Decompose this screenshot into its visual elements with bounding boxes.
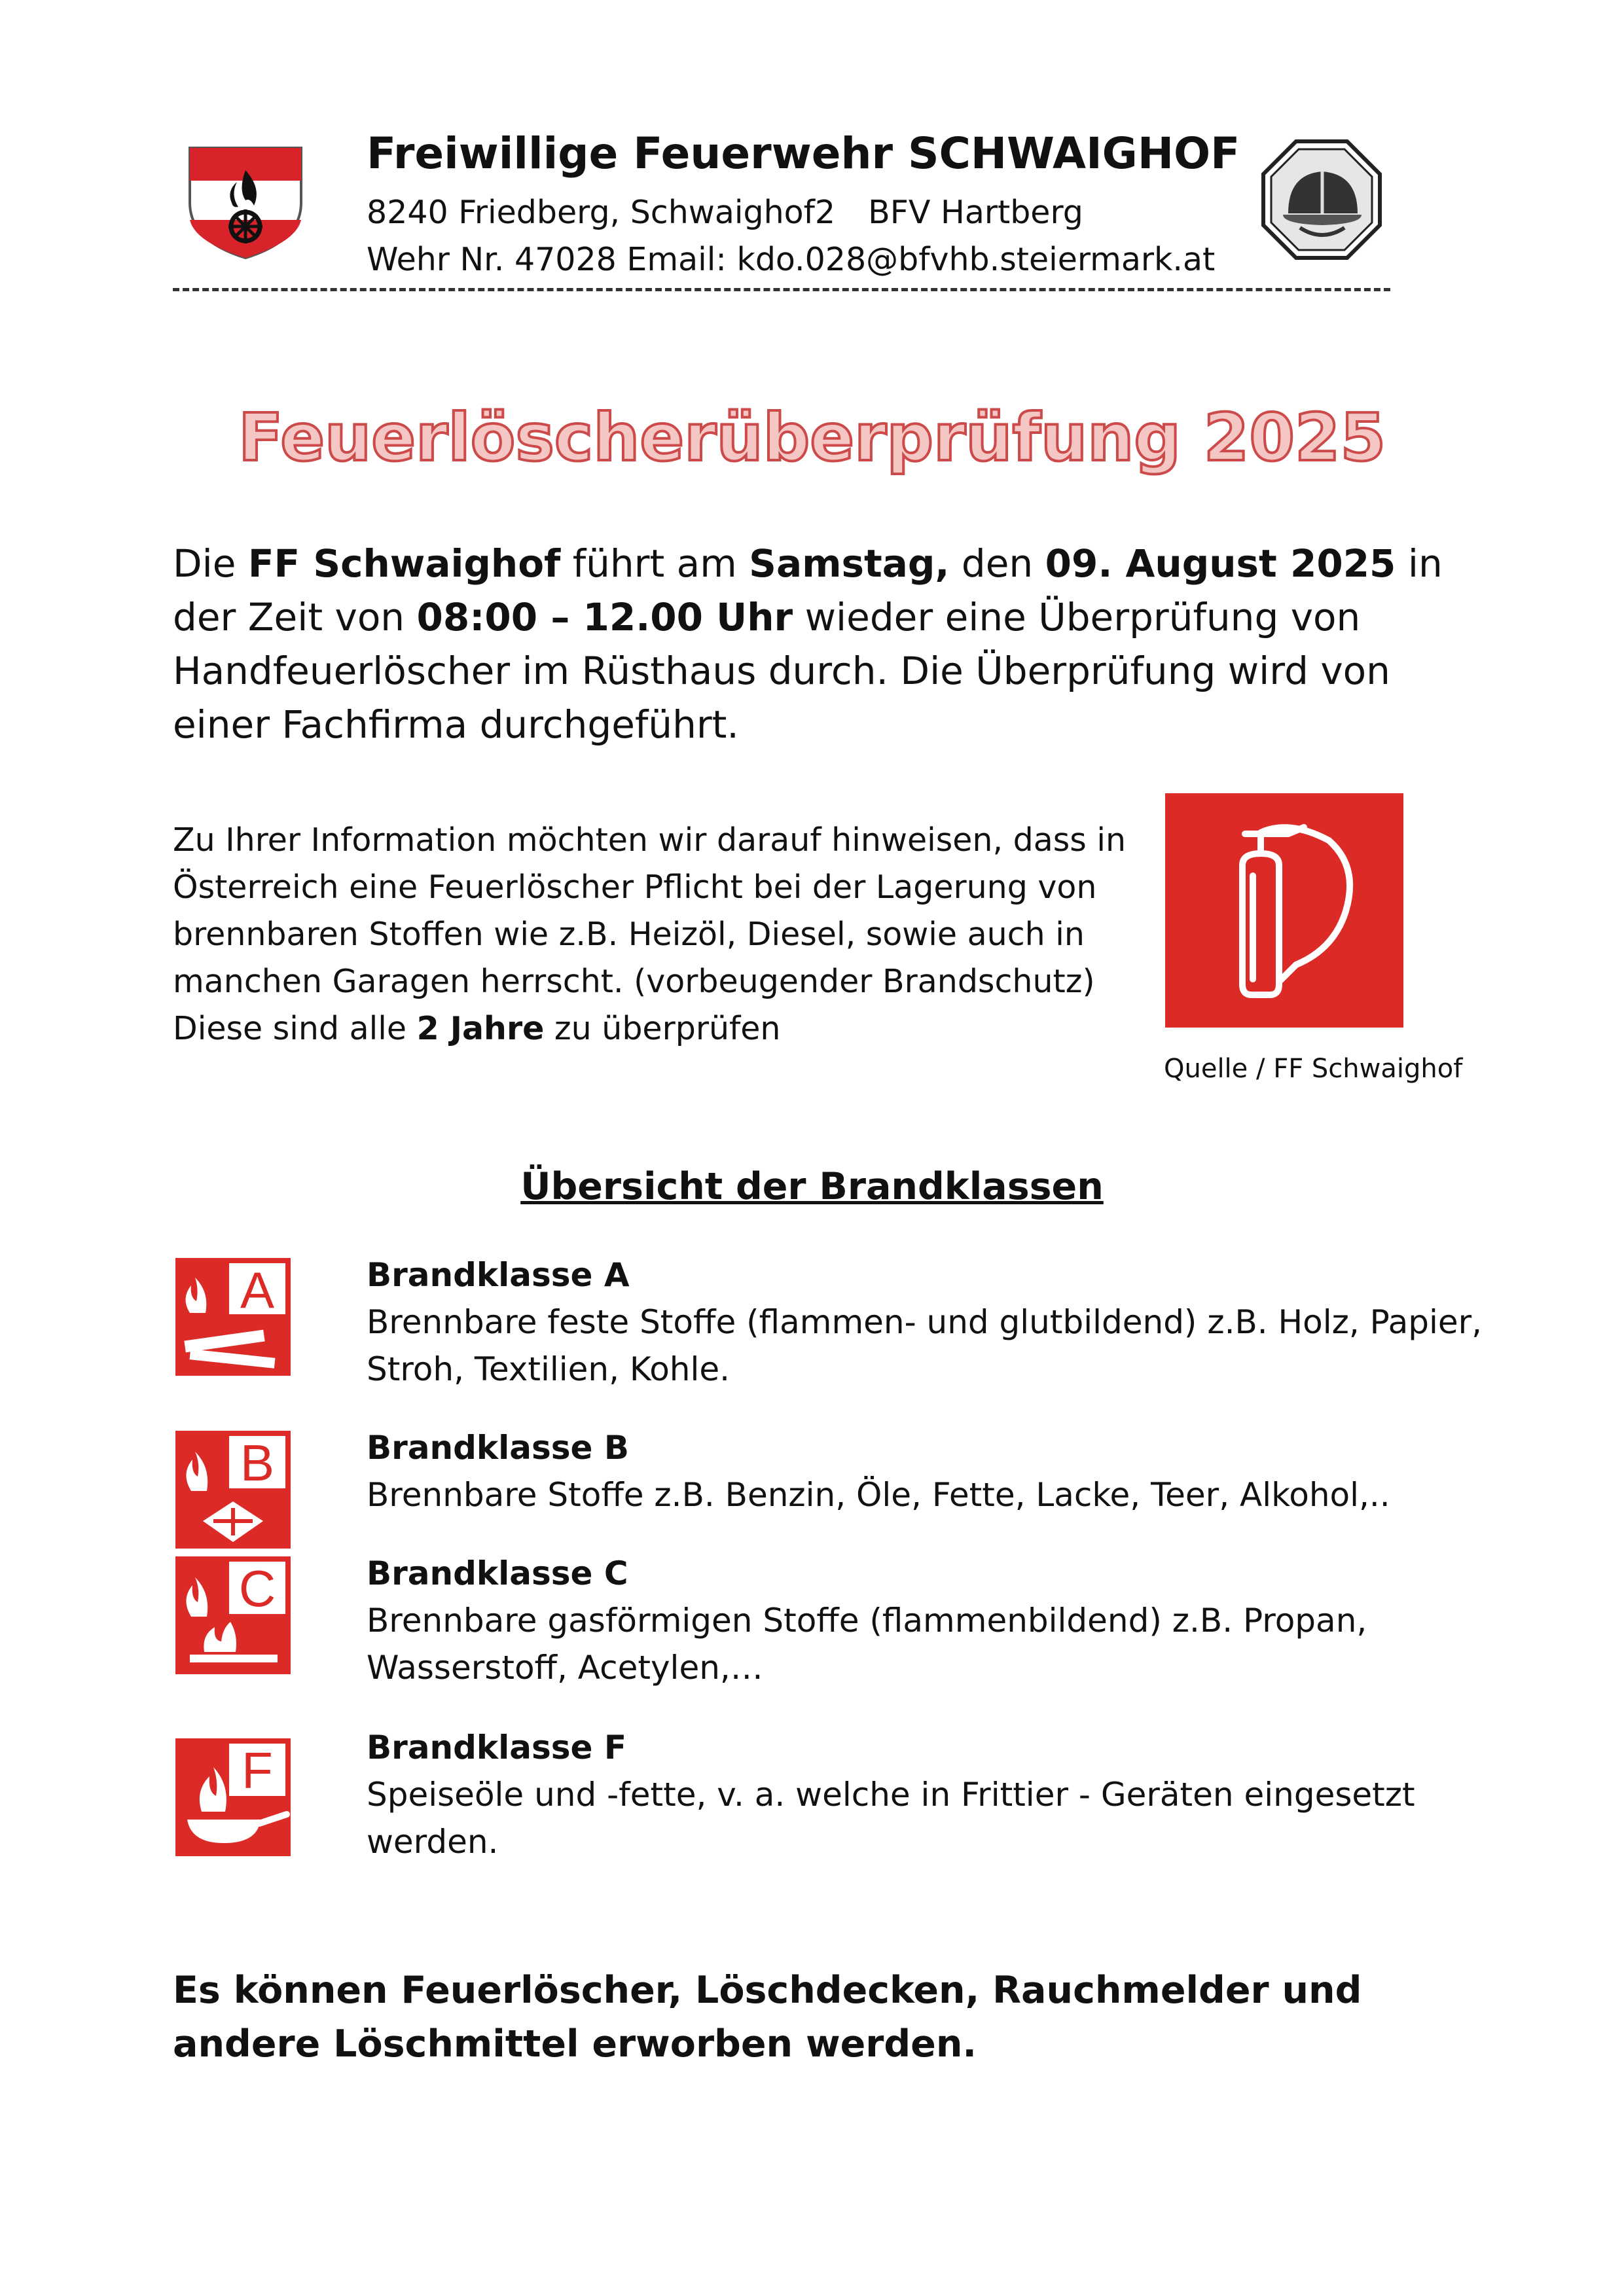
fire-class-b-icon <box>175 1431 291 1549</box>
organization-title: Freiwillige Feuerwehr SCHWAIGHOF <box>367 128 1240 179</box>
class-description: Brennbare Stoffe z.B. Benzin, Öle, Fette, Lacke, Teer, Alkohol,.. <box>367 1476 1390 1514</box>
class-name: Brandklasse A <box>367 1256 630 1294</box>
class-name: Brandklasse B <box>367 1429 629 1467</box>
fire-extinguisher-sign-icon <box>1165 793 1403 1028</box>
contact-line: Wehr Nr. 47028 Email: kdo.028@bfvhb.steiermark.at <box>367 241 1216 278</box>
svg-text:A: A <box>240 1261 275 1319</box>
class-name: Brandklasse C <box>367 1554 628 1592</box>
svg-text:F: F <box>242 1742 273 1799</box>
class-name: Brandklasse F <box>367 1729 627 1767</box>
intro-paragraph: Die FF Schwaighof führt am Samstag, den 09. August 2025 in der Zeit von 08:00 – 12.00 Uhr wieder eine Überprüfung von Handfeuerlöscher im Rüsthaus durch. Die Überprüfung wird von einer Fachfirma durchgeführt. <box>173 541 1443 747</box>
fire-class-a-icon <box>175 1258 291 1376</box>
address-line <box>367 194 1083 231</box>
class-description: Brennbare gasförmigen Stoffe (flammenbildend) z.B. Propan, Wasserstoff, Acetylen,… <box>367 1602 1367 1687</box>
address: 8240 Friedberg, Schwaighof2 <box>367 194 836 231</box>
fire-class-f <box>367 1724 1492 1865</box>
fire-helmet-seal-icon <box>1259 137 1384 262</box>
fire-class-b <box>367 1424 1492 1518</box>
inspection-interval: 2 Jahre <box>416 1010 545 1047</box>
fire-class-a <box>367 1251 1492 1393</box>
event-weekday: Samstag, <box>749 541 950 586</box>
info-paragraph: Zu Ihrer Information möchten wir darauf hinweisen, dass in Österreich eine Feuerlöscher Pflicht bei der Lagerung von brennbaren Stoffen wie z.B. Heizöl, Diesel, sowie auch in manchen Garagen herrscht. (vorbeugender Brandschutz) Diese sind alle 2 Jahre zu überprüfen <box>173 821 1127 1047</box>
class-description: Speiseöle und -fette, v. a. welche in Frittier - Geräten eingesetzt werden. <box>367 1776 1415 1861</box>
svg-text:C: C <box>238 1560 276 1617</box>
org-short-name: FF Schwaighof <box>247 541 561 586</box>
district: BFV Hartberg <box>868 194 1083 231</box>
class-description: Brennbare feste Stoffe (flammen- und glutbildend) z.B. Holz, Papier, Stroh, Textilien, Kohle. <box>367 1303 1483 1388</box>
fire-class-f-icon <box>175 1738 291 1856</box>
image-source-caption: Quelle / FF Schwaighof <box>1164 1054 1463 1084</box>
section-title: Übersicht der Brandklassen <box>520 1165 1104 1208</box>
fire-class-c <box>367 1550 1492 1691</box>
page-headline: Feuerlöscherüberprüfung 2025 <box>238 399 1386 476</box>
fire-brigade-shield-icon <box>185 143 306 262</box>
event-time: 08:00 – 12.00 Uhr <box>416 595 793 639</box>
header-divider <box>173 288 1390 291</box>
fire-class-c-icon <box>175 1556 291 1674</box>
svg-text:B: B <box>240 1434 275 1492</box>
closing-statement: Es können Feuerlöscher, Löschdecken, Rauchmelder und andere Löschmittel erworben werden. <box>173 1969 1362 2066</box>
event-date: 09. August 2025 <box>1045 541 1396 586</box>
